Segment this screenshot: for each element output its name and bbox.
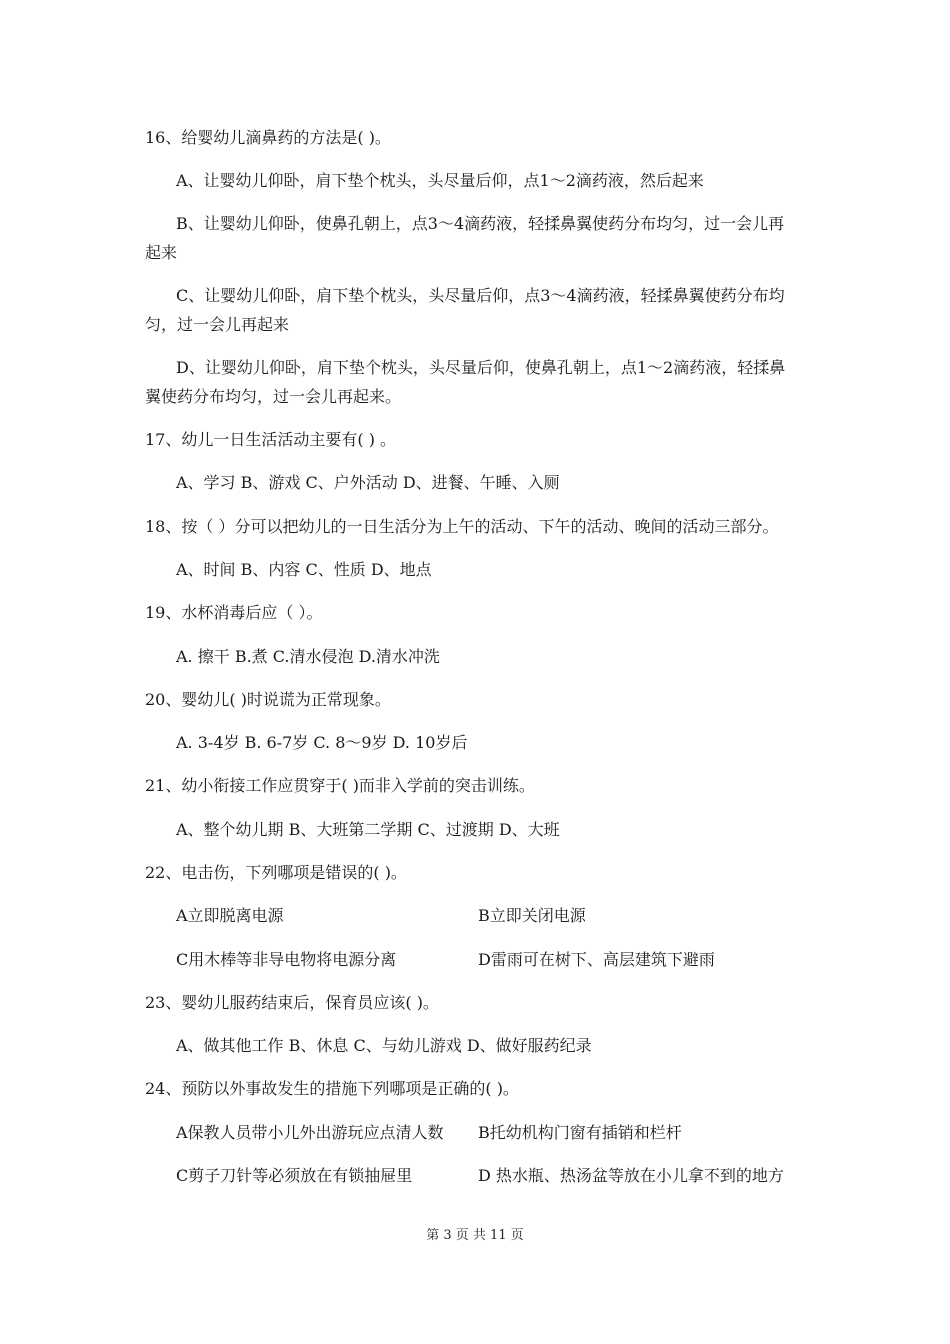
question-16-option-a: A、让婴幼儿仰卧，肩下垫个枕头，头尽量后仰，点1～2滴药液，然后起来 bbox=[176, 171, 704, 190]
question-16-option-d: D、让婴幼儿仰卧，肩下垫个枕头，头尽量后仰，使鼻孔朝上，点1～2滴药液，轻揉鼻 bbox=[176, 358, 786, 377]
question-16-option-c-continued: 匀，过一会儿再起来 bbox=[145, 315, 290, 334]
page-number-footer: 第 3 页 共 11 页 bbox=[426, 1228, 524, 1243]
question-22-option-d: D雷雨可在树下、高层建筑下避雨 bbox=[478, 950, 715, 969]
question-16-option-d-continued: 翼使药分布均匀，过一会儿再起来。 bbox=[145, 387, 402, 406]
question-22-stem: 22、电击伤，下列哪项是错误的( )。 bbox=[145, 863, 407, 882]
question-21-options: A、整个幼儿期 B、大班第二学期 C、过渡期 D、大班 bbox=[176, 820, 560, 839]
question-24-option-b: B托幼机构门窗有插销和栏杆 bbox=[478, 1123, 682, 1142]
question-16-stem: 16、给婴幼儿滴鼻药的方法是( )。 bbox=[145, 128, 391, 147]
question-23-stem: 23、婴幼儿服药结束后，保育员应该( )。 bbox=[145, 993, 439, 1012]
question-19-options: A. 擦干 B.煮 C.清水侵泡 D.清水冲洗 bbox=[176, 647, 440, 666]
question-24-option-d: D 热水瓶、热汤盆等放在小儿拿不到的地方 bbox=[478, 1166, 784, 1185]
question-20-stem: 20、婴幼儿( )时说谎为正常现象。 bbox=[145, 690, 391, 709]
question-18-stem: 18、按（ ）分可以把幼儿的一日生活分为上午的活动、下午的活动、晚间的活动三部分。 bbox=[145, 517, 779, 536]
question-19-stem: 19、水杯消毒后应（ ）。 bbox=[145, 603, 323, 622]
question-20-options: A. 3-4岁 B. 6-7岁 C. 8～9岁 D. 10岁后 bbox=[176, 733, 468, 752]
question-22-option-b: B立即关闭电源 bbox=[478, 906, 586, 925]
question-21-stem: 21、幼小衔接工作应贯穿于( )而非入学前的突击训练。 bbox=[145, 776, 535, 795]
question-22-option-c: C用木棒等非导电物将电源分离 bbox=[176, 950, 397, 969]
question-16-option-b: B、让婴幼儿仰卧，使鼻孔朝上，点3～4滴药液，轻揉鼻翼使药分布均匀，过一会儿再 bbox=[176, 214, 785, 233]
question-22-option-a: A立即脱离电源 bbox=[176, 906, 284, 925]
question-24-option-c: C剪子刀针等必须放在有锁抽屉里 bbox=[176, 1166, 413, 1185]
question-23-options: A、做其他工作 B、休息 C、与幼儿游戏 D、做好服药纪录 bbox=[176, 1036, 592, 1055]
question-17-stem: 17、幼儿一日生活活动主要有( ) 。 bbox=[145, 430, 397, 449]
question-18-options: A、时间 B、内容 C、性质 D、地点 bbox=[176, 560, 432, 579]
question-16-option-b-continued: 起来 bbox=[145, 243, 178, 262]
question-17-options: A、学习 B、游戏 C、户外活动 D、进餐、午睡、入厕 bbox=[176, 473, 560, 492]
question-24-option-a: A保教人员带小儿外出游玩应点清人数 bbox=[176, 1123, 444, 1142]
question-16-option-c: C、让婴幼儿仰卧，肩下垫个枕头，头尽量后仰，点3～4滴药液，轻揉鼻翼使药分布均 bbox=[176, 286, 785, 305]
question-24-stem: 24、预防以外事故发生的措施下列哪项是正确的( )。 bbox=[145, 1079, 519, 1098]
